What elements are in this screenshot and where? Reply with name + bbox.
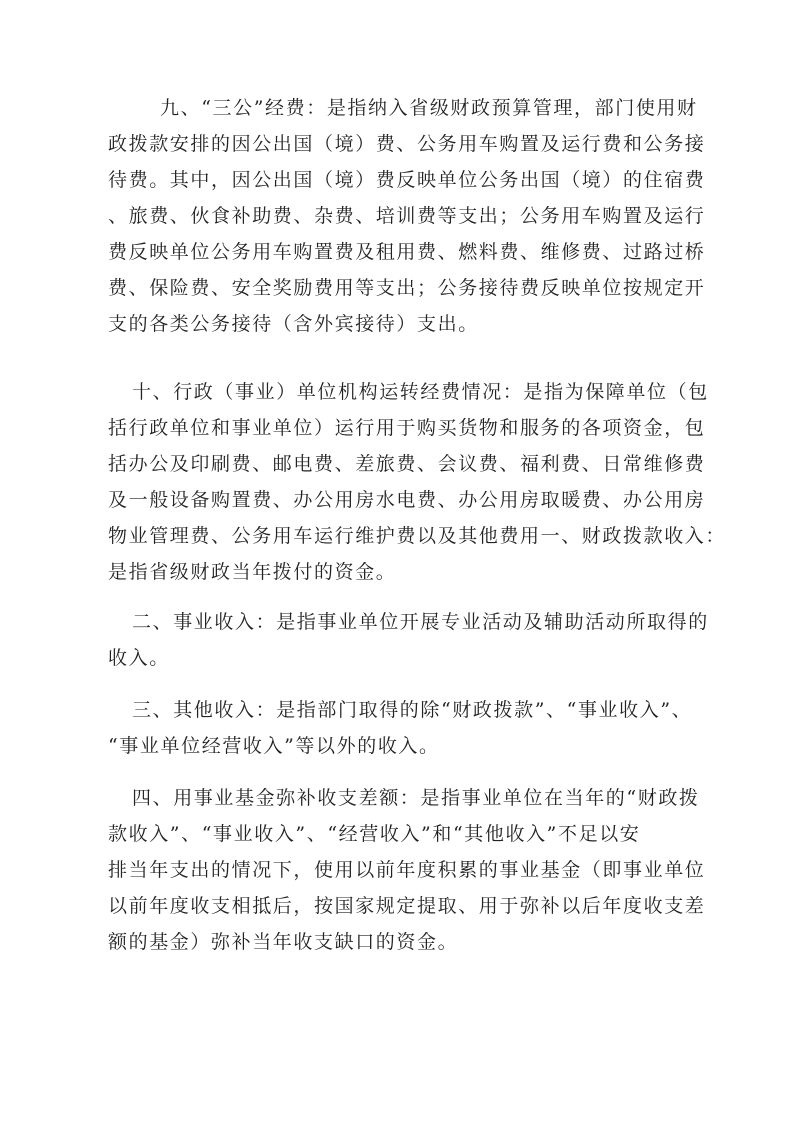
text-line: 收入。 (108, 647, 170, 669)
text-line: 政拨款安排的因公出国（境）费、公务用车购置及运行费和公务接 (108, 133, 706, 155)
text-line: 二、事业收入：是指事业单位开展专业活动及辅助活动所取得的 (132, 611, 709, 633)
text-line: 款收入”、“事业收入”、“经营收入”和“其他收入”不足以安 (108, 823, 641, 845)
text-line: 待费。其中，因公出国（境）费反映单位公务出国（境）的住宿费 (108, 169, 706, 191)
text-line: 物业管理费、公务用车运行维护费以及其他费用一、财政拨款收入： (108, 525, 727, 547)
text-line: 排当年支出的情况下，使用以前年度积累的事业基金（即事业单位 (108, 859, 706, 881)
text-line: 以前年度收支相抵后，按国家规定提取、用于弥补以后年度收支差 (108, 895, 706, 917)
text-line: 及一般设备购置费、办公用房水电费、办公用房取暖费、办公用房 (108, 489, 706, 511)
text-line: 括行政单位和事业单位）运行用于购买货物和服务的各项资金，包 (108, 417, 706, 439)
text-line: 费反映单位公务用车购置费及租用费、燃料费、维修费、过路过桥 (108, 241, 706, 263)
text-line: 额的基金）弥补当年收支缺口的资金。 (108, 931, 459, 953)
text-line: 十、行政（事业）单位机构运转经费情况：是指为保障单位（包 (132, 381, 709, 403)
text-line: 是指省级财政当年拨付的资金。 (108, 561, 397, 583)
text-line: 九、“三公”经费：是指纳入省级财政预算管理，部门使用财 (160, 97, 698, 119)
text-line: 四、用事业基金弥补收支差额：是指事业单位在当年的“财政拨 (132, 787, 700, 809)
text-line: 支的各类公务接待（含外宾接待）支出。 (108, 313, 479, 335)
text-line: “事业单位经营收入”等以外的收入。 (108, 735, 440, 757)
text-line: 三、其他收入：是指部门取得的除“财政拨款”、“事业收入”、 (132, 699, 693, 721)
text-line: 、旅费、伙食补助费、杂费、培训费等支出；公务用车购置及运行 (108, 205, 706, 227)
text-line: 费、保险费、安全奖励费用等支出；公务接待费反映单位按规定开 (108, 277, 706, 299)
text-line: 括办公及印刷费、邮电费、差旅费、会议费、福利费、日常维修费 (108, 453, 706, 475)
